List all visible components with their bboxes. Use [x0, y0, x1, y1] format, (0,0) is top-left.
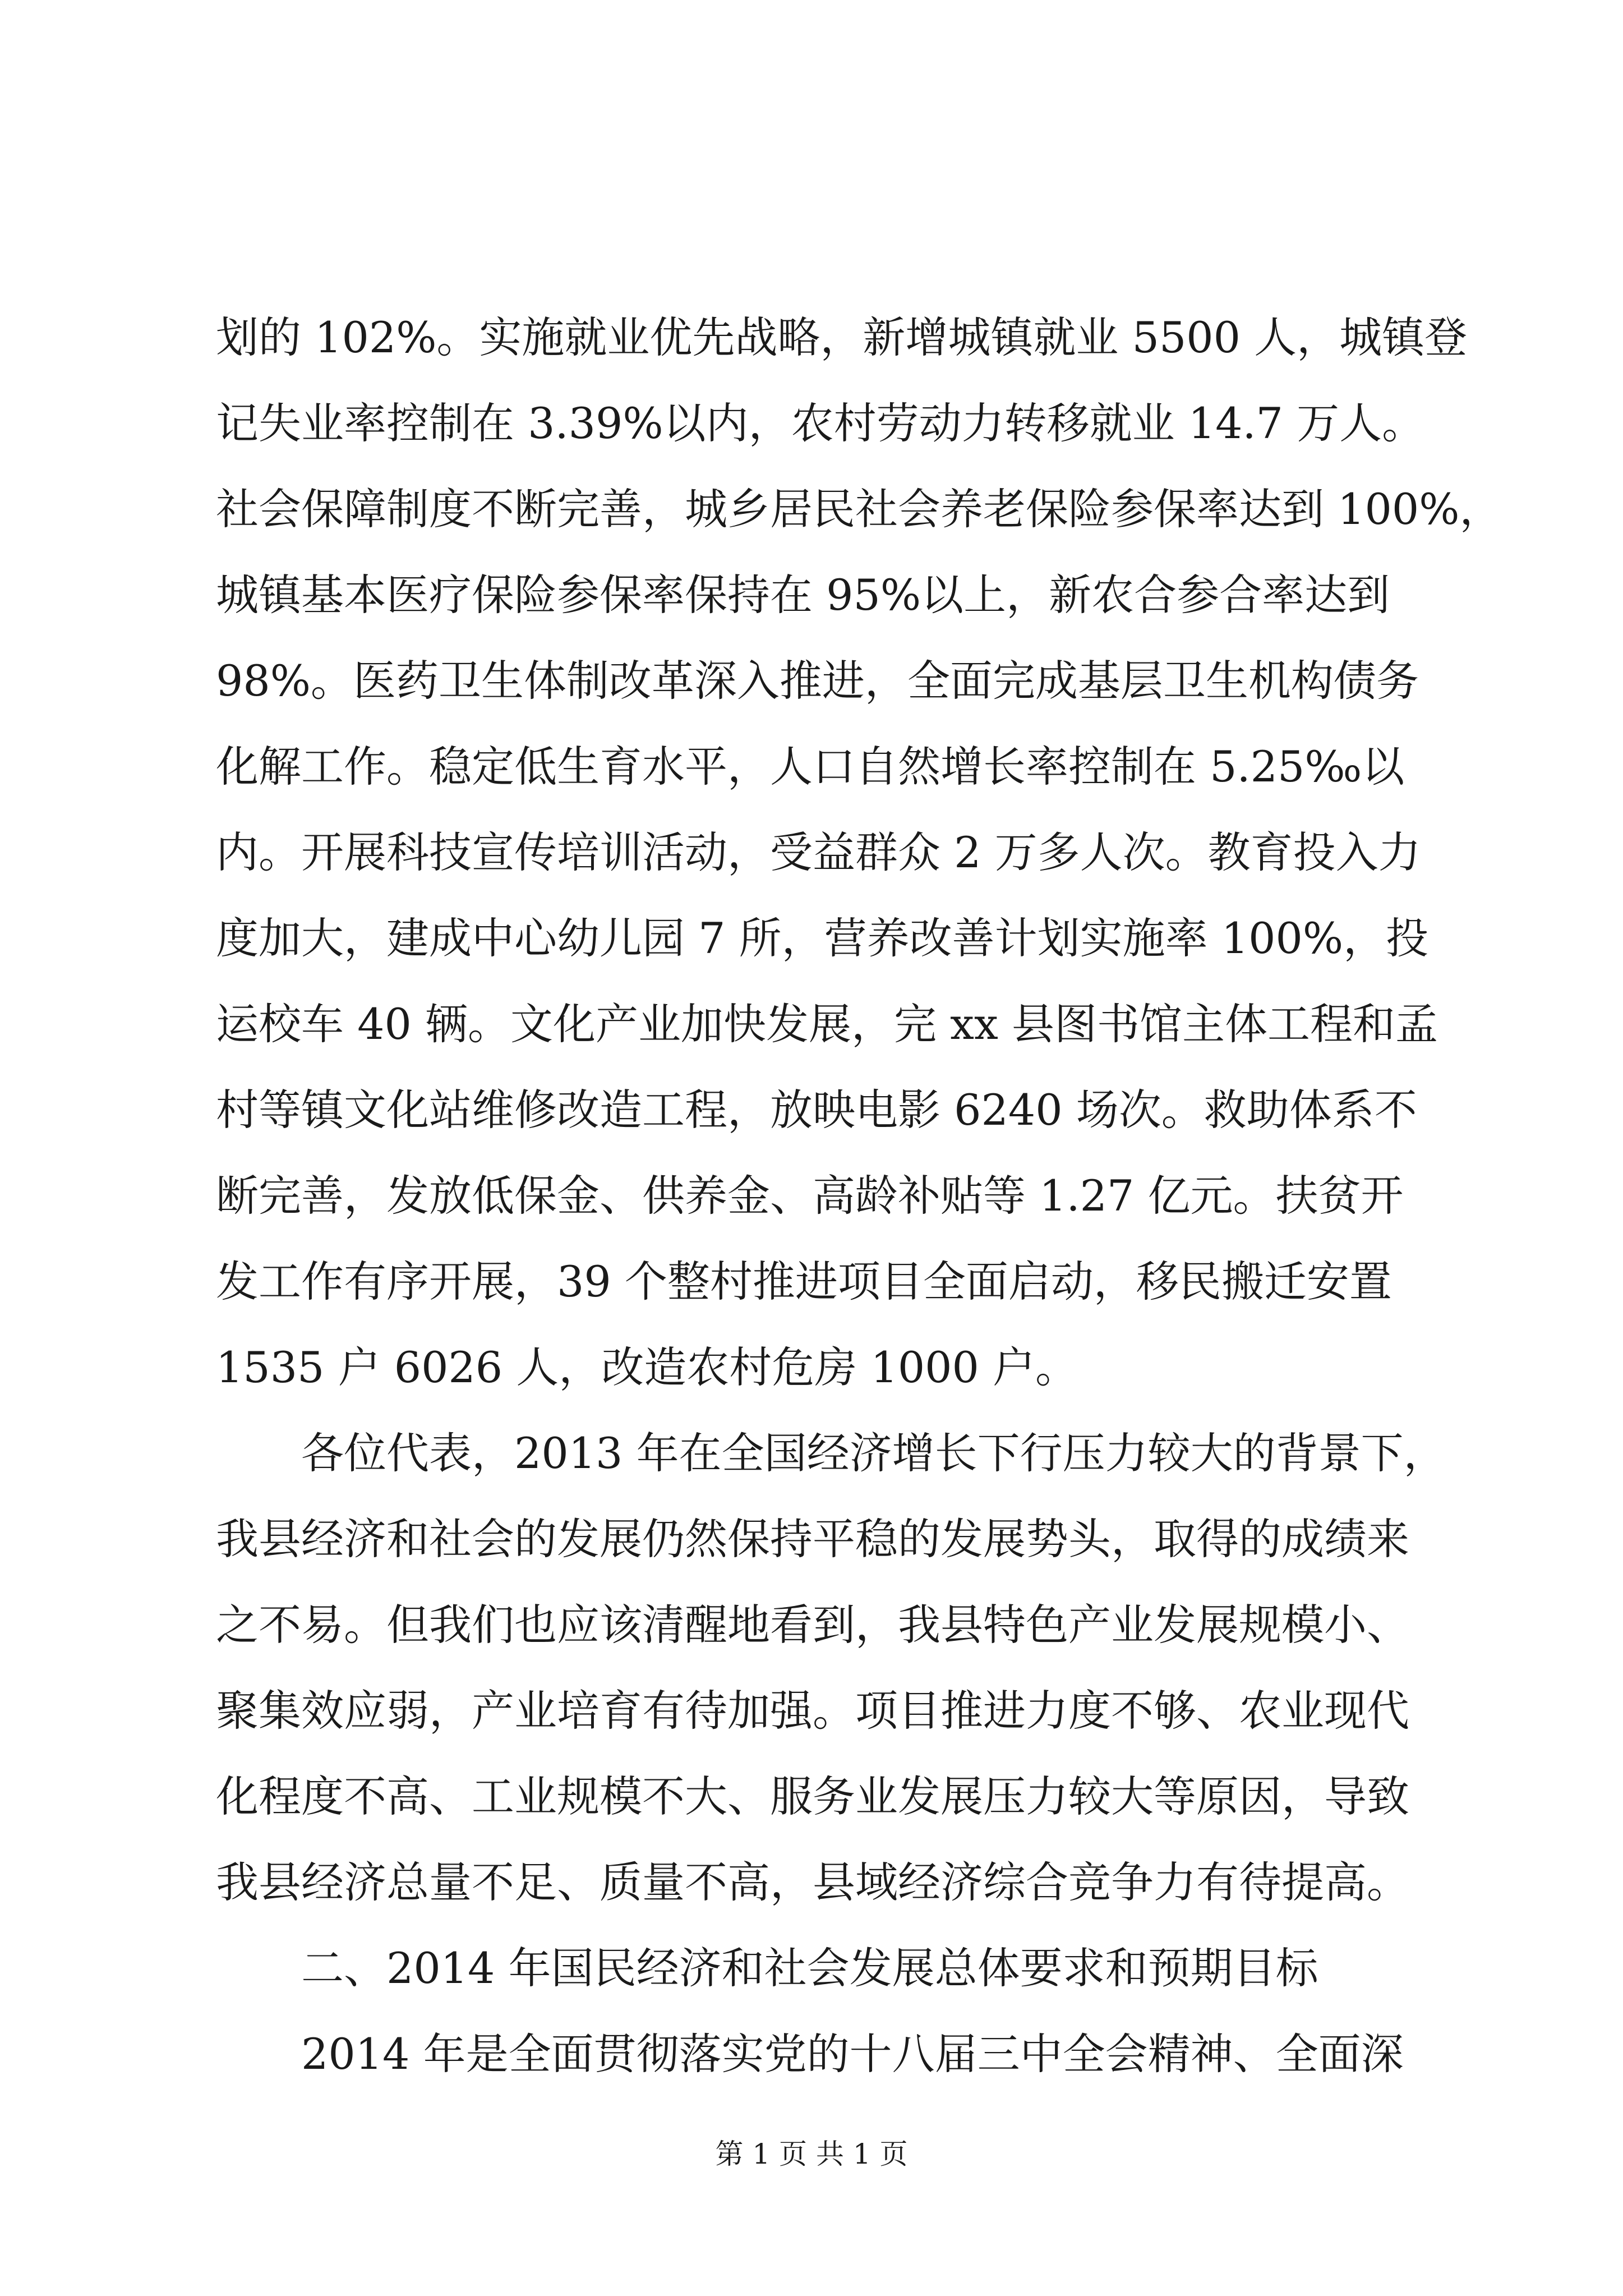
text-line: 村等镇文化站维修改造工程，放映电影 6240 场次。救助体系不: [216, 1085, 1417, 1135]
text-line: 聚集效应弱，产业培育有待加强。项目推进力度不够、农业现代: [216, 1686, 1409, 1736]
text-line: 度加大，建成中心幼儿园 7 所，营养改善计划实施率 100%，投: [216, 913, 1429, 963]
text-line: 运校车 40 辆。文化产业加快发展，完 xx 县图书馆主体工程和孟: [216, 999, 1438, 1049]
text-line: 我县经济和社会的发展仍然保持平稳的发展势头，取得的成绩来: [216, 1514, 1409, 1564]
paragraph-start-line: 各位代表，2013 年在全国经济增长下行压力较大的背景下，: [216, 1428, 1446, 1478]
text-line: 化程度不高、工业规模不大、服务业发展压力较大等原因，导致: [216, 1772, 1409, 1821]
text-line: 划的 102%。实施就业优先战略，新增城镇就业 5500 人，城镇登: [216, 312, 1468, 362]
page-footer: 第 1 页 共 1 页: [715, 2138, 908, 2170]
body-text: [216, 295, 1502, 2097]
text-line: 记失业率控制在 3.39%以内，农村劳动力转移就业 14.7 万人。: [216, 398, 1425, 448]
text-line: 1535 户 6026 人，改造农村危房 1000 户。: [216, 1342, 1078, 1392]
text-line: 化解工作。稳定低生育水平，人口自然增长率控制在 5.25‰以: [216, 742, 1405, 792]
section-heading: 二、2014 年国民经济和社会发展总体要求和预期目标: [216, 1943, 1318, 1993]
text-line: 社会保障制度不断完善，城乡居民社会养老保险参保率达到 100%，: [216, 484, 1502, 534]
paragraph-start-line: 2014 年是全面贯彻落实党的十八届三中全会精神、全面深: [216, 2029, 1404, 2079]
text-line: 我县经济总量不足、质量不高，县域经济综合竞争力有待提高。: [216, 1857, 1409, 1907]
text-line: 发工作有序开展，39 个整村推进项目全面启动，移民搬迁安置: [216, 1257, 1392, 1306]
text-line: 98%。医药卫生体制改革深入推进，全面完成基层卫生机构债务: [216, 656, 1419, 706]
text-line: 断完善，发放低保金、供养金、高龄补贴等 1.27 亿元。扶贫开: [216, 1171, 1404, 1221]
text-line: 之不易。但我们也应该清醒地看到，我县特色产业发展规模小、: [216, 1600, 1409, 1650]
text-line: 内。开展科技宣传培训活动，受益群众 2 万多人次。教育投入力: [216, 827, 1421, 877]
text-line: 城镇基本医疗保险参保率保持在 95%以上，新农合参合率达到: [216, 570, 1390, 620]
